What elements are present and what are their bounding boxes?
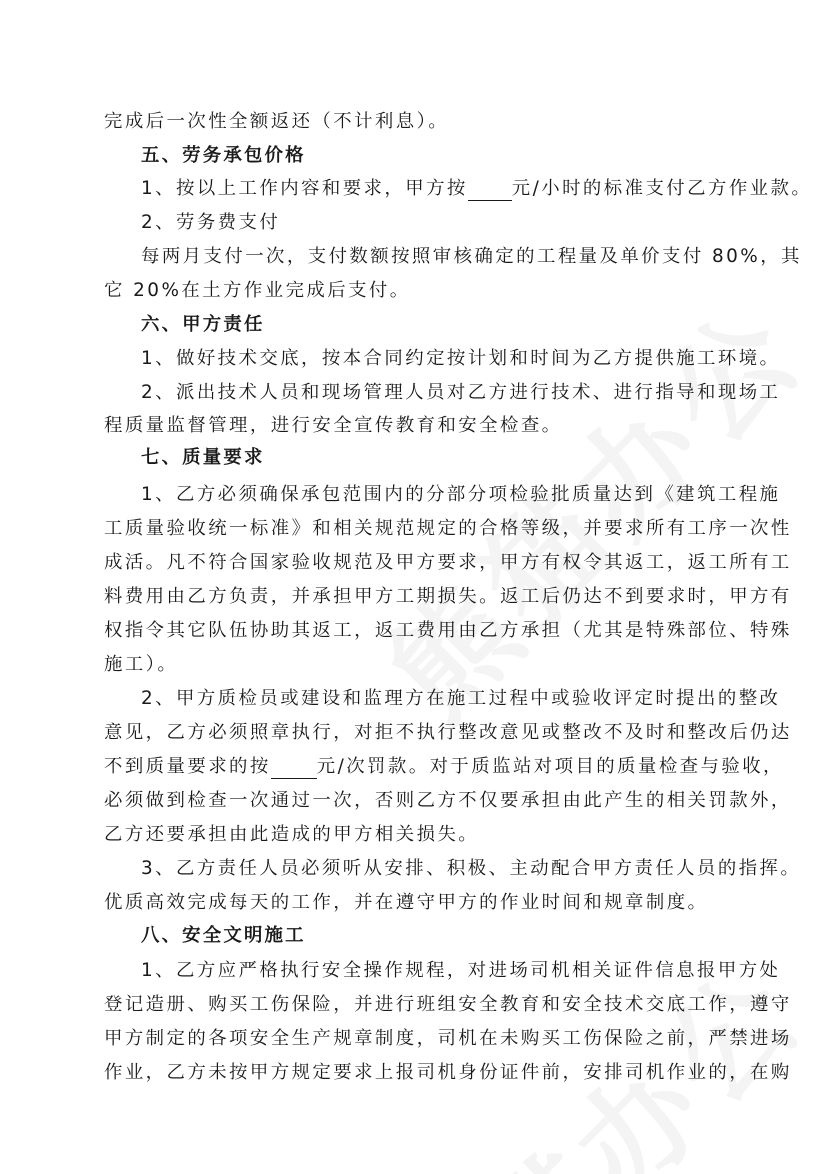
paragraph-line: 意见，乙方必须照章执行，对拒不执行整改意见或整改不及时和整改后仍达 (104, 722, 792, 743)
paragraph-line: 2、派出技术人员和现场管理人员对乙方进行技术、进行指导和现场工 (141, 382, 781, 403)
text-segment: 元/小时的标准支付乙方作业款。 (511, 178, 813, 199)
paragraph-line: 完成后一次性全额返还（不计利息）。 (104, 111, 450, 132)
paragraph-line: 每两月支付一次，支付数额按照审核确定的工程量及单价支付 80%，其 (141, 246, 802, 267)
paragraph-line: 它 20%在土方作业完成后支付。 (104, 280, 411, 301)
section-heading-5: 五、劳务承包价格 (141, 145, 306, 166)
paragraph-line: 3、乙方责任人员必须听从安排、积极、主动配合甲方责任人员的指挥。 (141, 858, 802, 879)
paragraph-line: 乙方还要承担由此造成的甲方相关损失。 (104, 824, 480, 845)
paragraph-line (104, 755, 784, 779)
paragraph-line: 甲方制定的各项安全生产规章制度，司机在未购买工伤保险之前，严禁进场 (104, 1028, 792, 1049)
paragraph-line: 1、做好技术交底，按本合同约定按计划和时间为乙方提供施工环境。 (141, 348, 781, 369)
paragraph-line: 1、乙方应严格执行安全操作规程，对进场司机相关证件信息报甲方处 (141, 960, 781, 981)
section-heading-8: 八、安全文明施工 (141, 925, 306, 946)
paragraph-line: 程质量监督管理，进行安全宣传教育和安全检查。 (104, 415, 563, 436)
paragraph-line: 2、劳务费支付 (141, 212, 281, 233)
text-segment: 不到质量要求的按 (104, 756, 271, 777)
fill-in-blank (468, 180, 512, 201)
fill-in-blank (271, 758, 317, 779)
paragraph-line: 成活。凡不符合国家验收规范及甲方要求，甲方有权令其返工，返工所有工 (104, 552, 792, 573)
paragraph-line: 作业，乙方未按甲方规定要求上报司机身份证件前，安排司机作业的，在购 (104, 1062, 792, 1083)
paragraph-line: 必须做到检查一次通过一次，否则乙方不仅要承担由此产生的相关罚款外， (104, 790, 792, 811)
section-heading-7: 七、质量要求 (141, 447, 265, 468)
paragraph-line (141, 177, 812, 201)
paragraph-line: 施工）。 (104, 654, 179, 675)
paragraph-line: 登记造册、购买工伤保险，并进行班组安全教育和安全技术交底工作，遵守 (104, 994, 792, 1015)
paragraph-line: 料费用由乙方负责，并承担甲方工期损失。返工后仍达不到要求时，甲方有 (104, 586, 792, 607)
text-segment: 1、按以上工作内容和要求，甲方按 (141, 178, 468, 199)
paragraph-line: 权指令其它队伍协助其返工，返工费用由乙方承担（尤其是特殊部位、特殊 (104, 620, 792, 641)
text-segment: 元/次罚款。对于质监站对项目的质量检查与验收， (316, 756, 784, 777)
paragraph-line: 1、乙方必须确保承包范围内的分部分项检验批质量达到《建筑工程施 (141, 484, 781, 505)
paragraph-line: 优质高效完成每天的工作，并在遵守甲方的作业时间和规章制度。 (104, 892, 709, 913)
paragraph-line: 2、甲方质检员或建设和监理方在施工过程中或验收评定时提出的整改 (141, 688, 781, 709)
section-heading-6: 六、甲方责任 (141, 314, 265, 335)
paragraph-line: 工质量验收统一标准》和相关规范规定的合格等级，并要求所有工序一次性 (104, 518, 792, 539)
